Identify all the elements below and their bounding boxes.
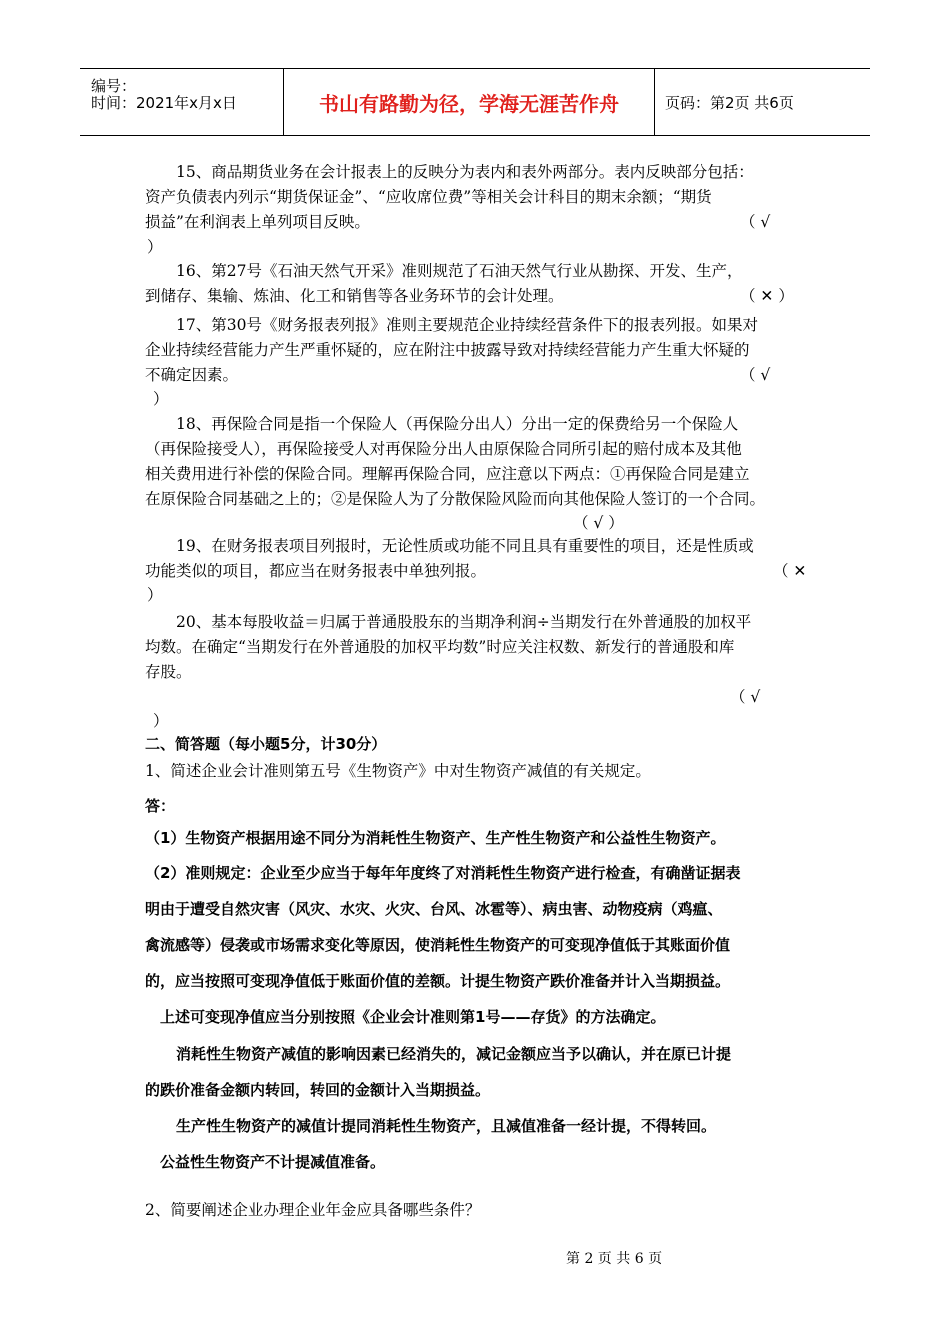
answer-paragraph: 的跌价准备金额内转回，转回的金额计入当期损益。 (145, 1081, 491, 1099)
time-label: 时间：2021年x月x日 (91, 94, 237, 112)
q20-answer-close: ） (153, 712, 169, 730)
q17-line: 不确定因素。 (145, 366, 239, 384)
q15-answer-close: ） (147, 238, 163, 256)
q15-line: 资产负债表内列示“期货保证金”、“应收席位费”等相关会计科目的期末余额；“期货 (145, 188, 712, 206)
header-meta (80, 69, 283, 135)
answer-paragraph: 上述可变现净值应当分别按照《企业会计准则第1号——存货》的方法确定。 (160, 1008, 666, 1026)
q20-line: 存股。 (145, 663, 192, 681)
q17-line: 企业持续经营能力产生严重怀疑的，应在附注中披露导致对持续经营能力产生重大怀疑的 (145, 341, 750, 359)
answer-paragraph: 明由于遭受自然灾害（风灾、水灾、火灾、台风、冰雹等）、病虫害、动物疫病（鸡瘟、 (145, 900, 723, 918)
q18-answer-mark: （ √ ） (573, 514, 624, 532)
answer-paragraph: 的，应当按照可变现净值低于账面价值的差额。计提生物资产跌价准备并计入当期损益。 (145, 972, 731, 990)
q18-line: 在原保险合同基础之上的；②是保险人为了分散保险风险而向其他保险人签订的一个合同。 (145, 490, 766, 508)
code-label: 编号： (91, 77, 137, 95)
q18-line: 相关费用进行补偿的保险合同。理解再保险合同，应注意以下两点：①再保险合同是建立 (145, 465, 750, 483)
q17-answer-mark: （ √ (740, 366, 771, 384)
answer-paragraph: 生产性生物资产的减值计提同消耗性生物资产，且减值准备一经计提，不得转回。 (176, 1117, 717, 1135)
header-motto: 书山有路勤为径，学海无涯苦作舟 (283, 69, 655, 135)
answer-paragraph: 禽流感等）侵袭或市场需求变化等原因，使消耗性生物资产的可变现净值低于其账面价值 (145, 936, 731, 954)
page-footer: 第 2 页 共 6 页 (566, 1251, 663, 1267)
q15-line: 15、商品期货业务在会计报表上的反映分为表内和表外两部分。表内反映部分包括： (176, 163, 754, 181)
question-2: 2、简要阐述企业办理企业年金应具备哪些条件？ (145, 1201, 481, 1219)
q19-line: 功能类似的项目，都应当在财务报表中单独列报。 (145, 562, 487, 580)
q19-answer-close: ） (147, 586, 163, 604)
q20-line: 均数。在确定“当期发行在外普通股的加权平均数”时应关注权数、新发行的普通股和库 (145, 638, 735, 656)
answer-paragraph: （1）生物资产根据用途不同分为消耗性生物资产、生产性生物资产和公益性生物资产。 (145, 829, 726, 847)
answer-paragraph: 消耗性生物资产减值的影响因素已经消失的，减记金额应当予以确认，并在原已计提 (176, 1045, 732, 1063)
q15-line: 损益”在利润表上单列项目反映。 (145, 213, 370, 231)
answer-paragraph: （2）准则规定：企业至少应当于每年年度终了对消耗性生物资产进行检查，有确凿证据表 (145, 864, 741, 882)
q16-line: 16、第27号《石油天然气开采》准则规范了石油天然气行业从勘探、开发、生产， (176, 262, 743, 280)
q20-line: 20、基本每股收益＝归属于普通股股东的当期净利润÷当期发行在外普通股的加权平 (176, 613, 752, 631)
q17-line: 17、第30号《财务报表列报》准则主要规范企业持续经营条件下的报表列报。如果对 (176, 316, 758, 334)
section-title: 二、简答题（每小题5分，计30分） (145, 735, 387, 753)
answer-label: 答： (145, 797, 176, 815)
header-page-info: 页码：第2页 共6页 (665, 93, 794, 112)
q18-line: 18、再保险合同是指一个保险人（再保险分出人）分出一定的保费给另一个保险人 (176, 415, 739, 433)
q15-answer-mark: （ √ (740, 213, 771, 231)
q17-answer-close: ） (153, 390, 169, 408)
q16-answer-mark: （ ✕ ） (740, 287, 794, 305)
answer-paragraph: 公益性生物资产不计提减值准备。 (160, 1153, 386, 1171)
q18-line: （再保险接受人），再保险接受人对再保险分出人由原保险合同所引起的赔付成本及其他 (145, 440, 742, 458)
page-header (80, 68, 870, 136)
q20-answer-mark: （ √ (730, 688, 761, 706)
question-1: 1、简述企业会计准则第五号《生物资产》中对生物资产减值的有关规定。 (145, 762, 651, 780)
q19-line: 19、在财务报表项目列报时，无论性质或功能不同且具有重要性的项目，还是性质或 (176, 537, 754, 555)
q16-line: 到储存、集输、炼油、化工和销售等各业务环节的会计处理。 (145, 287, 564, 305)
q19-answer-mark: （ ✕ (773, 562, 807, 580)
